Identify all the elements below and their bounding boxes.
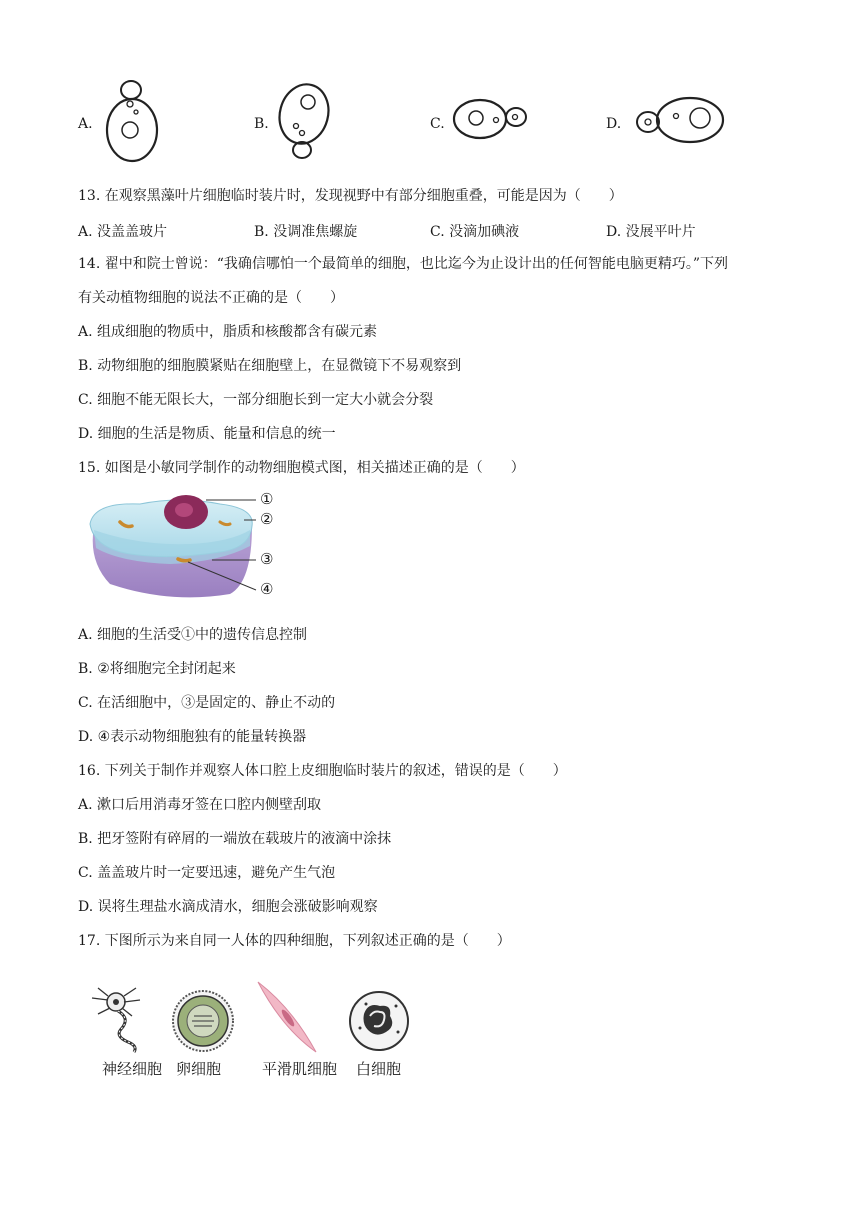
- question-16-option-c: C. 盖盖玻片时一定要迅速，避免产生气泡: [78, 865, 336, 881]
- question-13-stem: 13. 在观察黑藻叶片细胞临时装片时，发现视野中有部分细胞重叠，可能是因为（ ）: [78, 188, 623, 204]
- q12-option-a-label: A.: [78, 116, 93, 132]
- question-14-option-d: D. 细胞的生活是物质、能量和信息的统一: [78, 426, 336, 442]
- yeast-diagram-c: [452, 96, 532, 142]
- question-14-option-c: C. 细胞不能无限长大，一部分细胞长到一定大小就会分裂: [78, 392, 434, 408]
- neuron-cell-image: [86, 984, 156, 1054]
- egg-cell-image: [170, 988, 236, 1054]
- question-15-option-a: A. 细胞的生活受①中的遗传信息控制: [78, 627, 308, 643]
- yeast-diagram-d: [632, 94, 726, 146]
- caption-white-blood-cell: 白细胞: [356, 1060, 402, 1078]
- yeast-diagram-b: [276, 78, 336, 166]
- question-15-option-b: B. ②将细胞完全封闭起来: [78, 661, 236, 677]
- q12-option-c-label: C.: [430, 116, 445, 132]
- question-13-option-c: C. 没滴加碘液: [430, 224, 520, 240]
- caption-smooth-muscle-cell: 平滑肌细胞: [262, 1060, 338, 1078]
- q12-option-d-label: D.: [606, 116, 622, 132]
- cell-label-4: ④: [260, 580, 274, 598]
- question-13-option-a: A. 没盖盖玻片: [78, 224, 168, 240]
- question-14-option-a: A. 组成细胞的物质中，脂质和核酸都含有碳元素: [78, 324, 378, 340]
- question-14-option-b: B. 动物细胞的细胞膜紧贴在细胞壁上，在显微镜下不易观察到: [78, 358, 462, 374]
- white-blood-cell-image: [346, 988, 412, 1054]
- yeast-diagram-a: [100, 78, 170, 166]
- q12-option-b-label: B.: [254, 116, 269, 132]
- question-16-option-b: B. 把牙签附有碎屑的一端放在载玻片的液滴中涂抹: [78, 831, 392, 847]
- cell-label-2: ②: [260, 510, 274, 528]
- caption-neuron: 神经细胞: [102, 1060, 163, 1078]
- question-14-stem-line1: 14. 翟中和院士曾说：“我确信哪怕一个最简单的细胞，也比迄今为止设计出的任何智能电脑更精巧。”下列: [78, 256, 729, 272]
- question-17-stem: 17. 下图所示为来自同一人体的四种细胞，下列叙述正确的是（ ）: [78, 933, 511, 949]
- question-16-stem: 16. 下列关于制作并观察人体口腔上皮细胞临时装片的叙述，错误的是（ ）: [78, 763, 567, 779]
- question-16-option-d: D. 误将生理盐水滴成清水，细胞会涨破影响观察: [78, 899, 378, 915]
- question-13-option-b: B. 没调准焦螺旋: [254, 224, 358, 240]
- cell-label-1: ①: [260, 490, 274, 508]
- cell-label-3: ③: [260, 550, 274, 568]
- question-13-option-d: D. 没展平叶片: [606, 224, 696, 240]
- question-15-option-c: C. 在活细胞中，③是固定的、静止不动的: [78, 695, 336, 711]
- question-14-stem-line2: 有关动植物细胞的说法不正确的是（ ）: [78, 290, 344, 306]
- question-16-option-a: A. 漱口后用消毒牙签在口腔内侧壁刮取: [78, 797, 322, 813]
- caption-egg-cell: 卵细胞: [176, 1060, 222, 1078]
- smooth-muscle-cell-image: [252, 978, 322, 1058]
- question-15-option-d: D. ④表示动物细胞独有的能量转换器: [78, 729, 307, 745]
- question-15-stem: 15. 如图是小敏同学制作的动物细胞模式图，相关描述正确的是（ ）: [78, 460, 525, 476]
